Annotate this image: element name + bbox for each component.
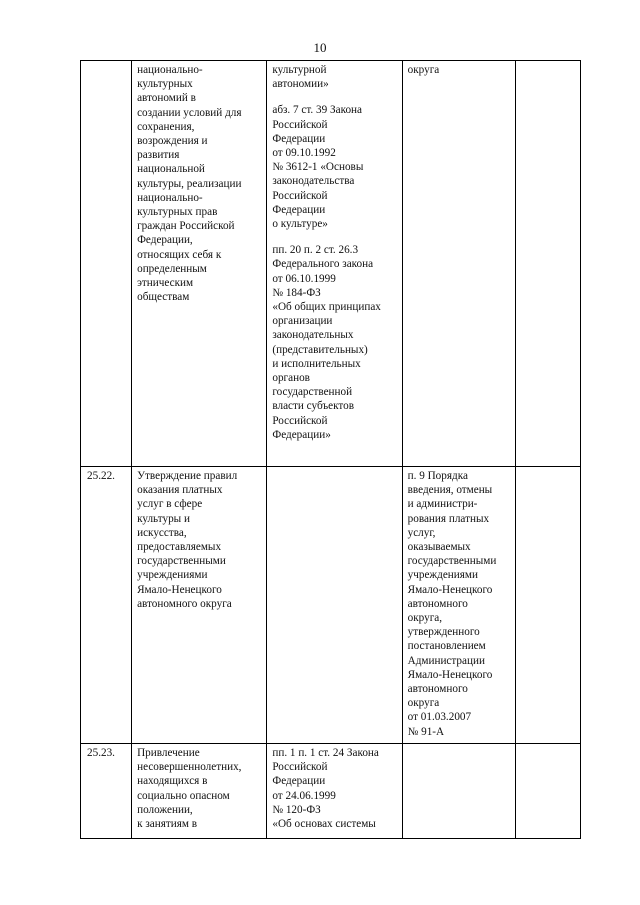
text-line: Федерации,: [137, 234, 193, 247]
text-line: № 91-А: [407, 725, 445, 738]
text-line: социально опасном: [137, 789, 230, 802]
text-line: несовершеннолетних,: [137, 761, 242, 774]
text-line: национальной: [137, 163, 205, 176]
text-line: пп. 20 п. 2 ст. 26.3: [272, 244, 359, 257]
text-line: Федерации»: [272, 428, 331, 441]
text-line: услуг в сфере: [137, 498, 203, 511]
text-line: культурной: [272, 64, 327, 76]
text-line: от 01.03.2007: [407, 711, 472, 724]
notes-cell: [515, 744, 580, 839]
text-line: национально-: [137, 191, 203, 204]
text-line: культуры и: [137, 512, 190, 525]
text-line: законодательных: [272, 329, 354, 342]
text-line: Российской: [272, 414, 328, 427]
text-line: услуг,: [407, 526, 436, 539]
text-line: (представительных): [272, 343, 368, 356]
text-line: власти субъектов: [272, 400, 355, 413]
text-line: положении,: [137, 803, 193, 816]
row-number-cell: [81, 467, 132, 744]
text-line: организации: [272, 315, 333, 328]
text-line: предоставляемых: [137, 541, 222, 554]
text-line: учреждениями: [407, 569, 478, 582]
row-number: 25.23.: [87, 747, 115, 759]
text-line: «Об общих принципах: [272, 301, 381, 314]
text-line: округа: [407, 64, 440, 76]
text-line: абз. 7 ст. 39 Закона: [272, 104, 362, 117]
text-line: Ямало-Ненецкого: [137, 583, 222, 596]
row-number-cell: [81, 61, 132, 467]
text-line: находящихся в: [137, 775, 208, 788]
text-line: от 24.06.1999: [272, 789, 336, 802]
legal-basis-text: [272, 243, 398, 442]
text-line: развития: [137, 149, 180, 162]
text-line: и исполнительных: [272, 357, 361, 370]
text-line: № 184-ФЗ: [272, 286, 321, 299]
text-line: искусства,: [137, 526, 187, 539]
row-number-cell: [81, 744, 132, 839]
text-line: Ямало-Ненецкого: [407, 583, 493, 596]
text-line: округа,: [407, 612, 443, 625]
text-line: культурных прав: [137, 206, 218, 219]
text-line: автономного: [407, 597, 468, 610]
authority-text: [137, 746, 263, 831]
table-row: [81, 61, 581, 467]
text-line: Федерального закона: [272, 258, 374, 271]
authority-text: [137, 63, 263, 304]
text-line: № 120-ФЗ: [272, 803, 321, 816]
page-number: 10: [313, 40, 327, 55]
text-line: от 06.10.1999: [272, 272, 336, 285]
text-line: определенным: [137, 262, 207, 275]
notes-cell: [515, 467, 580, 744]
legal-basis-cell: [267, 467, 402, 744]
regional-act-text: [408, 469, 512, 739]
legal-basis-text: [272, 103, 398, 231]
text-line: автономии»: [272, 78, 329, 91]
text-line: культуры, реализации: [137, 177, 242, 190]
regulation-table: [80, 60, 581, 839]
text-line: Российской: [272, 118, 328, 131]
text-line: этническим: [137, 277, 194, 290]
text-line: создании условий для: [137, 106, 242, 119]
text-line: к занятиям в: [137, 818, 198, 831]
authority-cell: [132, 467, 267, 744]
text-line: национально-: [137, 64, 203, 76]
text-line: Российской: [272, 761, 328, 774]
text-line: Ямало-Ненецкого: [407, 668, 493, 681]
text-line: и администри-: [407, 498, 478, 511]
row-number: 25.22.: [87, 470, 115, 482]
table-row: [81, 744, 581, 839]
text-line: Администрации: [407, 654, 485, 667]
text-line: «Об основах системы: [272, 818, 376, 831]
text-line: граждан Российской: [137, 220, 235, 233]
legal-basis-text: [272, 746, 398, 831]
text-line: государственными: [407, 555, 497, 568]
legal-basis-text: [272, 63, 398, 91]
text-line: государственной: [272, 386, 353, 399]
text-line: автономного: [407, 683, 468, 696]
text-line: постановлением: [407, 640, 486, 653]
text-line: рования платных: [407, 512, 490, 525]
regional-act-cell: [402, 467, 515, 744]
legal-basis-cell: [267, 744, 402, 839]
table-row: [81, 467, 581, 744]
text-line: автономий в: [137, 92, 196, 105]
text-line: относящих себя к: [137, 248, 222, 261]
text-line: о культуре»: [272, 218, 328, 231]
text-line: возрождения и: [137, 135, 208, 148]
text-line: органов: [272, 372, 310, 385]
text-line: от 09.10.1992: [272, 147, 336, 160]
text-line: оказываемых: [407, 541, 471, 554]
text-line: оказания платных: [137, 484, 223, 497]
text-line: введения, отмены: [407, 484, 493, 497]
legal-basis-cell: [267, 61, 402, 467]
text-line: обществам: [137, 291, 190, 304]
notes-cell: [515, 61, 580, 467]
text-line: автономного округа: [137, 597, 232, 610]
text-line: округа: [407, 697, 440, 710]
authority-cell: [132, 744, 267, 839]
text-line: учреждениями: [137, 569, 208, 582]
text-line: культурных: [137, 78, 193, 91]
text-line: Федерации: [272, 775, 326, 788]
text-line: Привлечение: [137, 747, 200, 759]
text-line: п. 9 Порядка: [407, 470, 468, 482]
text-line: утвержденного: [407, 626, 480, 639]
text-line: Российской: [272, 189, 328, 202]
authority-text: [137, 469, 263, 611]
text-line: Федерации: [272, 132, 326, 145]
authority-cell: [132, 61, 267, 467]
regional-act-cell: [402, 744, 515, 839]
text-line: государственными: [137, 555, 226, 568]
text-line: Утверждение правил: [137, 470, 238, 482]
text-line: Федерации: [272, 203, 326, 216]
text-line: пп. 1 п. 1 ст. 24 Закона: [272, 747, 379, 759]
regional-act-text: [408, 63, 512, 77]
text-line: № 3612-1 «Основы: [272, 161, 364, 174]
text-line: сохранения,: [137, 120, 195, 133]
regional-act-cell: [402, 61, 515, 467]
text-line: законодательства: [272, 175, 355, 188]
